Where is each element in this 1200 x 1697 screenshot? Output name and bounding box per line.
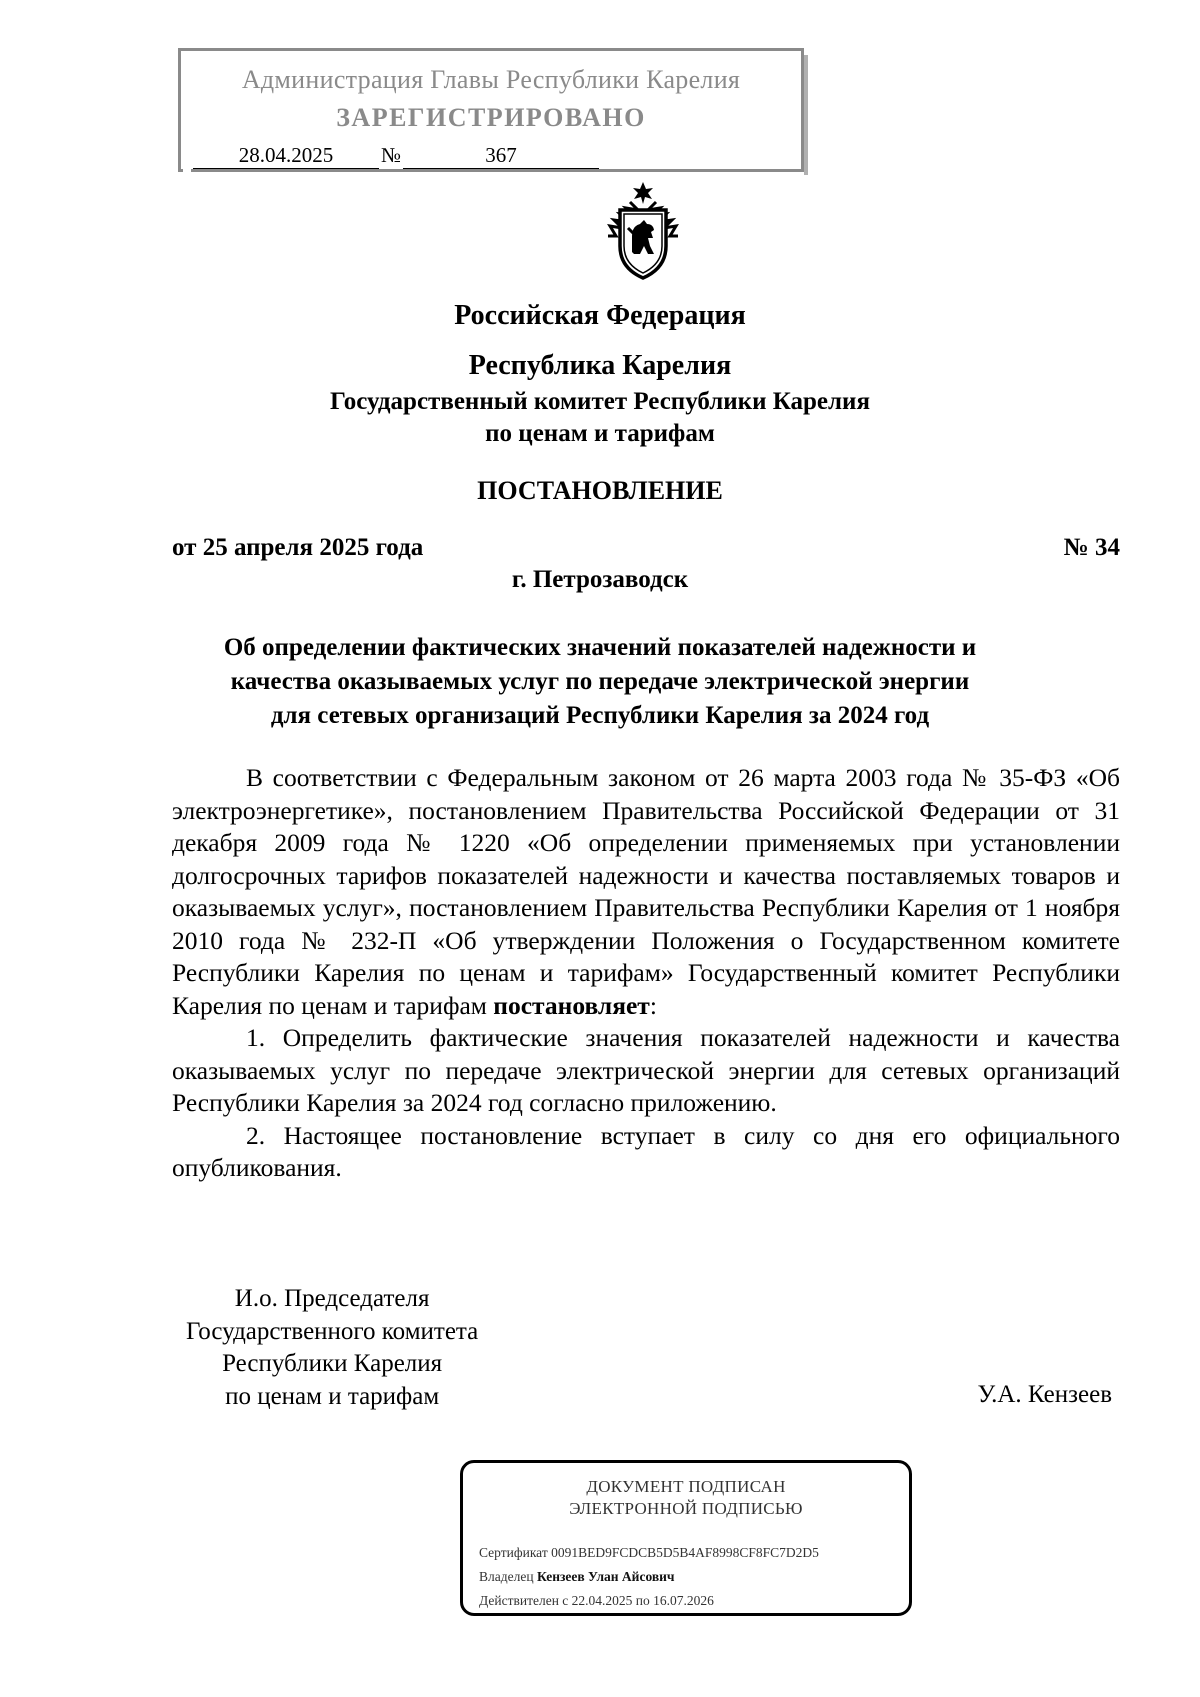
- esig-certificate: [479, 1545, 819, 1561]
- signatory-title: [186, 1283, 478, 1413]
- committee-heading-line2: по ценам и тарифам: [485, 420, 715, 447]
- document-date: от 25 апреля 2025 года: [172, 534, 424, 561]
- signatory-line4: по ценам и тарифам: [225, 1382, 440, 1410]
- subject-line3: для сетевых организаций Республики Карелия за 2024 год: [270, 702, 930, 729]
- esig-valid-to: 16.07.2026: [653, 1593, 714, 1608]
- item-2: 2. Настоящее постановление вступает в силу со дня его официального опубликования.: [172, 1120, 1120, 1182]
- subject-line2: качества оказываемых услуг по передаче электрической энергии: [230, 668, 970, 695]
- subject-line1: Об определении фактических значений показателей надежности и: [223, 634, 977, 661]
- stamp-number: 367: [403, 143, 599, 169]
- coat-of-arms-icon: [598, 180, 688, 284]
- signatory-name: У.А. Кензеев: [977, 1381, 1112, 1408]
- esig-valid-to-label: по: [635, 1593, 650, 1608]
- stamp-date: 28.04.2025: [193, 143, 379, 169]
- republic-heading: Республика Карелия: [468, 350, 732, 381]
- registration-stamp: [178, 48, 804, 172]
- esig-title-line2: ЭЛЕКТРОННОЙ ПОДПИСЬЮ: [569, 1499, 803, 1518]
- stamp-status: ЗАРЕГИСТРИРОВАНО: [336, 103, 646, 132]
- stamp-registration-line: [193, 143, 599, 169]
- esig-cert-label: Сертификат: [479, 1545, 548, 1560]
- electronic-signature-stamp: [460, 1460, 912, 1616]
- document-type: ПОСТАНОВЛЕНИЕ: [477, 476, 723, 505]
- esig-validity: [479, 1593, 714, 1609]
- document-number: № 34: [1063, 534, 1120, 561]
- esig-valid-label: Действителен с: [479, 1593, 569, 1608]
- stamp-shadow: [804, 55, 808, 175]
- stamp-number-sign: №: [381, 143, 402, 167]
- esig-valid-from: 22.04.2025: [571, 1593, 633, 1608]
- preamble-paragraph: [172, 762, 1120, 1022]
- decree-colon: :: [649, 990, 657, 1020]
- stamp-gap: [183, 127, 191, 173]
- document-city: г. Петрозаводск: [511, 566, 689, 593]
- committee-heading-line1: Государственный комитет Республики Карелия: [330, 388, 870, 415]
- item-1: 1. Определить фактические значения показателей надежности и качества оказываемых услуг по передаче электрической энергии для сетевых организаций Республики Карелия за 2024 год согласно приложению.: [172, 1023, 1120, 1117]
- esig-owner: [479, 1569, 675, 1585]
- esig-title-line1: ДОКУМЕНТ ПОДПИСАН: [586, 1477, 786, 1496]
- country-heading: Российская Федерация: [454, 300, 746, 331]
- decree-word: постановляет: [493, 990, 650, 1020]
- signatory-line1: И.о. Председателя: [234, 1285, 430, 1312]
- document-body: [172, 762, 1120, 1185]
- preamble-text: В соответствии с Федеральным законом от 26 марта 2003 года № 35-ФЗ «Об электроэнергетике», постановлением Правительства Российской Федерации от 31 декабря 2009 года № 1220 «Об определении применяемых при установлении долгосрочных тарифов показателей надежности и качества поставляемых товаров и оказываемых услуг», постановлением Правительства Республики Карелия от 1 ноября 2010 года № 232-П «Об утверждении Положения о Государственном комитете Республики Карелия по ценам и тарифам» Государственный комитет Республики Карелия по ценам и тарифам: [172, 763, 1120, 1020]
- stamp-authority: Администрация Главы Республики Карелия: [241, 65, 741, 94]
- esig-cert-value: 0091BED9FCDCB5D5B4AF8998CF8FC7D2D5: [551, 1545, 819, 1560]
- signatory-line2: Государственного комитета: [186, 1317, 479, 1345]
- esig-owner-value: Кензеев Улан Айсович: [536, 1569, 675, 1584]
- signatory-line3: Республики Карелия: [222, 1350, 443, 1377]
- esig-owner-label: Владелец: [479, 1569, 534, 1584]
